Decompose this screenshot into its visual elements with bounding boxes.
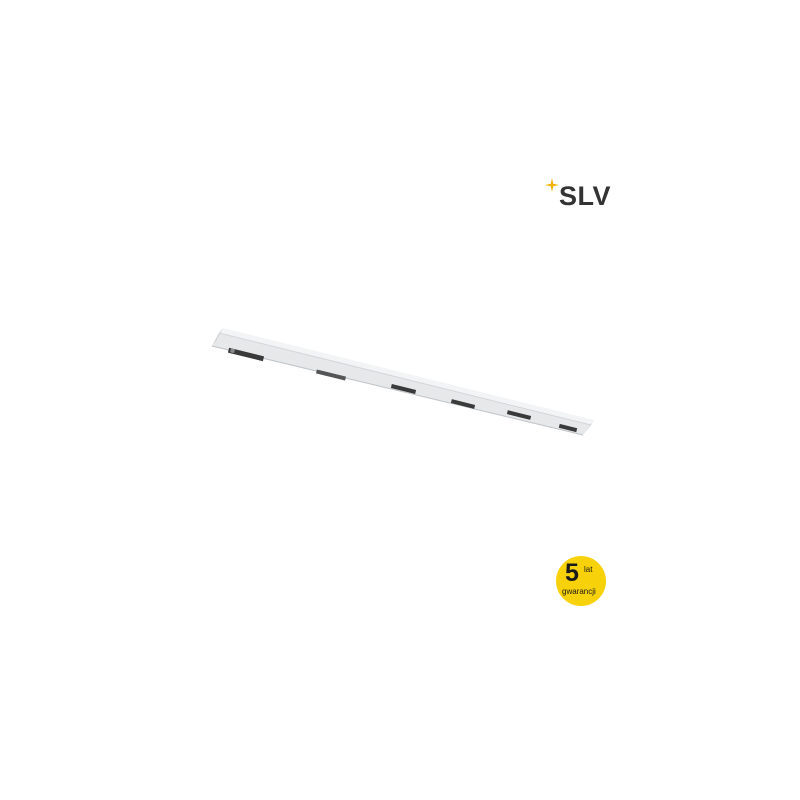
warranty-badge bbox=[556, 556, 606, 606]
warranty-years: 5 bbox=[565, 559, 579, 587]
brand-name: SLV bbox=[559, 181, 612, 211]
fixture-top-face bbox=[219, 328, 594, 425]
fixture-housing bbox=[212, 333, 591, 435]
warranty-label: gwarancji bbox=[562, 587, 596, 596]
warranty-unit: lat bbox=[584, 565, 593, 574]
